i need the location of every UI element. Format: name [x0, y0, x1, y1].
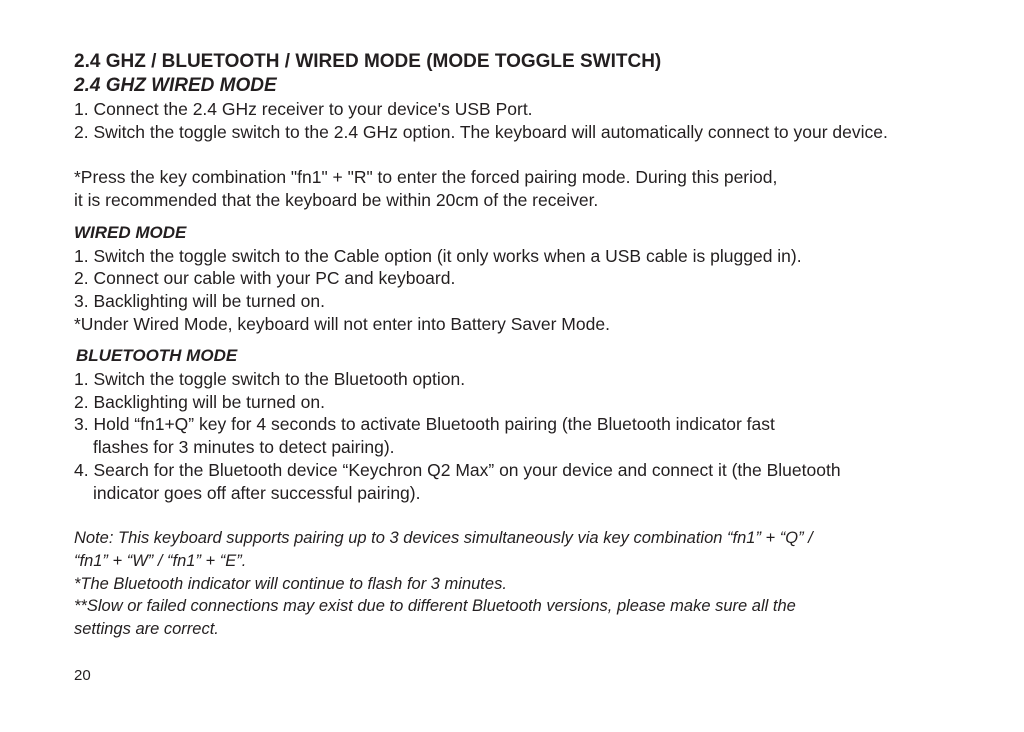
wired-step-1: 1. Switch the toggle switch to the Cable option (it only works when a USB cable is plugged in). — [74, 245, 802, 266]
bluetooth-step-2: 2. Backlighting will be turned on. — [74, 391, 325, 412]
bluetooth-step-3-continued: flashes for 3 minutes to detect pairing). — [93, 437, 395, 458]
page-title: 2.4 GHZ / BLUETOOTH / WIRED MODE (MODE TOGGLE SWITCH) — [74, 51, 662, 72]
page-number: 20 — [74, 667, 91, 684]
indicator-note: *The Bluetooth indicator will continue to flash for 3 minutes. — [74, 574, 507, 593]
ghz-note-line-1: *Press the key combination "fn1" + "R" to enter the forced pairing mode. During this period, — [74, 167, 778, 188]
bluetooth-mode-heading: BLUETOOTH MODE — [76, 346, 238, 366]
wired-mode-heading: WIRED MODE — [74, 222, 187, 242]
ghz-step-1: 1. Connect the 2.4 GHz receiver to your device's USB Port. — [74, 99, 533, 119]
pairing-note-line-1: Note: This keyboard supports pairing up to 3 devices simultaneously via key combination “fn1” + “Q” / — [74, 529, 813, 548]
bluetooth-step-3: 3. Hold “fn1+Q” key for 4 seconds to activate Bluetooth pairing (the Bluetooth indicator fast — [74, 414, 775, 435]
wired-step-2: 2. Connect our cable with your PC and keyboard. — [74, 268, 456, 289]
manual-page — [74, 50, 1004, 641]
wired-note: *Under Wired Mode, keyboard will not enter into Battery Saver Mode. — [74, 313, 610, 334]
bluetooth-step-4: 4. Search for the Bluetooth device “Keychron Q2 Max” on your device and connect it (the Bluetooth — [74, 459, 841, 480]
bluetooth-step-4-continued: indicator goes off after successful pairing). — [93, 482, 421, 503]
bluetooth-step-1: 1. Switch the toggle switch to the Bluetooth option. — [74, 369, 466, 390]
connection-note-line-2: settings are correct. — [74, 620, 219, 639]
ghz-step-2: 2. Switch the toggle switch to the 2.4 GHz option. The keyboard will automatically connect to your device. — [74, 121, 888, 142]
wired-step-3: 3. Backlighting will be turned on. — [74, 290, 325, 311]
ghz-note-line-2: it is recommended that the keyboard be within 20cm of the receiver. — [74, 190, 599, 211]
ghz-mode-subtitle: 2.4 GHZ WIRED MODE — [74, 75, 277, 96]
pairing-note-line-2: “fn1” + “W” / “fn1” + “E”. — [74, 551, 247, 570]
connection-note-line-1: **Slow or failed connections may exist due to different Bluetooth versions, please make sure all the — [74, 597, 796, 616]
